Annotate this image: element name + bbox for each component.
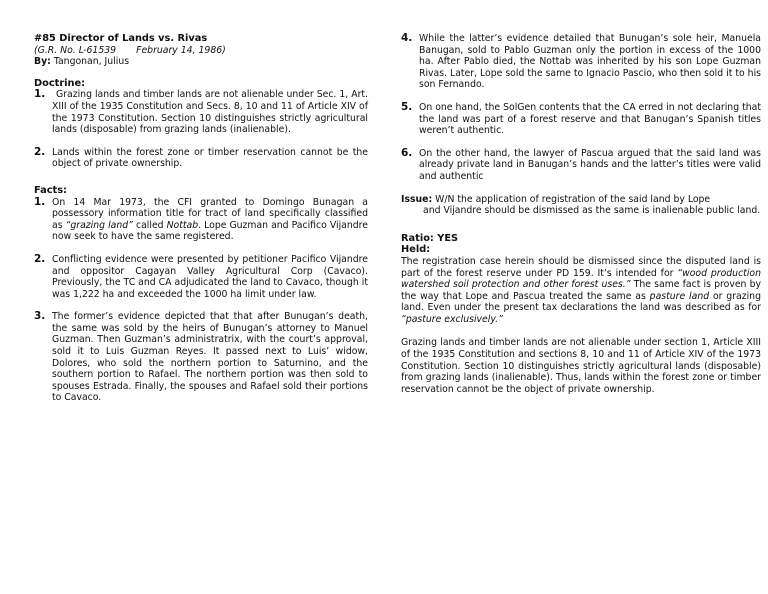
issue-line	[401, 194, 761, 206]
fact-text-3: The former’s evidence depicted that that after Bunugan’s death, the same was sold by the heirs of Bunugan’s attorney to Manuel Guzman. Then Guzman’s administratrix, with the court’s approval, sold it to Luis Guzman Reyes. It passed next to Luis’ widow, Dolores, who sold the northern portion to Saturnino, and the southern portion to Rafael. The northern portion was then sold to spouses Estrada. Finally, the spouses and Rafael sold their portions to Cavaco.	[52, 311, 368, 404]
author-label: By:	[34, 56, 51, 68]
case-title: #85 Director of Lands vs. Rivas	[34, 33, 208, 44]
fact-item-3	[34, 311, 368, 404]
fact-text-6: On the other hand, the lawyer of Pascua argued that the said land was already private land in Banugan’s hands and the latter’s titles were valid and authentic	[419, 147, 761, 182]
doctrine-text-2: Lands within the forest zone or timber reservation cannot be the object of private ownership.	[52, 146, 368, 170]
list-number: 4.	[401, 32, 413, 44]
case-citation	[34, 45, 368, 57]
fact-item-4	[401, 33, 761, 91]
doctrine-text-1: Grazing lands and timber lands are not alienable under Sec. 1, Art. XIII of the 1935 Constitution and Secs. 8, 10 and 11 of Article XIV of the 1973 Constitution. Section 10 distinguishes strictly agricultural lands (disposable) from grazing lands (inalienable).	[52, 89, 368, 136]
held-paragraph-2: Grazing lands and timber lands are not alienable under section 1, Article XIII of the 1935 Constitution and sections 8, 10 and 11 of Article XIV of the 1973 Constitution. Section 10 distinguishes strictly agricultural lands (disposable) from grazing lands (inalienable). Thus, lands within the forest zone or timber reservation cannot be the object of private ownership.	[401, 337, 761, 395]
right-column	[401, 33, 761, 395]
fact-text-part: called	[132, 219, 167, 231]
doctrine-item-1	[34, 89, 368, 135]
grazing-land-term: “grazing land”	[65, 219, 133, 231]
pasture-exclusively-quote: “pasture exclusively.”	[401, 313, 503, 325]
fact-text-part: . Lope Guzman and Pacifico Vijandre now seek to have the same registered.	[52, 219, 368, 243]
issue-text: W/N the application of registration of the said land by Lope	[432, 193, 711, 205]
list-number: 2.	[34, 252, 46, 265]
held-text-part: The registration case herein should be dismissed since the disputed land is part of the forest reserve under PD 159. It’s intended for	[401, 255, 761, 279]
pasture-land-term: pasture land	[649, 290, 710, 302]
gr-number: (G.R. No. L-61539	[34, 44, 117, 56]
fact-text-5: On one hand, the SolGen contents that the CA erred in not declaring that the land was part of a forest reserve and that Banugan’s Spanish titles weren’t authentic.	[419, 101, 761, 137]
fact-item-5	[401, 102, 761, 137]
fact-text-part: On 14 Mar 1973, the CFI granted to Domingo Bunagan a possessory information title for tract of land specifically classified as	[52, 196, 368, 231]
decision-date: February 14, 1986)	[136, 44, 226, 56]
fact-text-2: Conflicting evidence were presented by petitioner Pacifico Vijandre and oppositor Cagayan Valley Agricultural Corp (Cavaco). Previously, the TC and CA adjudicated the land to Cavaco, though it was 1,222 ha and exceeded the 1000 ha limit under law.	[52, 253, 368, 300]
ratio-heading: Ratio: YES	[401, 232, 459, 244]
fact-item-6	[401, 148, 761, 183]
list-number: 1.	[34, 88, 46, 101]
list-number: 1.	[34, 195, 46, 208]
held-text-part: The same fact is proven by the way that Lope and Pascua treated the same as	[401, 279, 762, 302]
held-heading: Held:	[401, 244, 431, 256]
nottab-term: Nottab	[166, 219, 199, 231]
list-number: 5.	[401, 100, 413, 113]
held-paragraph-1	[401, 256, 761, 326]
fact-item-2	[34, 254, 368, 300]
left-column	[34, 33, 368, 404]
fact-text-1	[52, 197, 368, 243]
issue-continuation: and Vijandre should be dismissed as the same is inalienable public land.	[423, 205, 761, 217]
list-number: 3.	[34, 310, 46, 323]
author-line	[34, 56, 368, 68]
author-name: Tangonan, Julius	[53, 56, 130, 68]
fact-text-4: While the latter’s evidence detailed that Bunugan’s sole heir, Manuela Banugan, sold to Pablo Guzman only the portion in excess of the 1000 ha. After Pablo died, the Nottab was inherited by his son Lope Guzman Rivas. Later, Lope sold the same to Ignacio Pascio, who then sold it to his son Fernando.	[419, 33, 761, 91]
facts-heading: Facts:	[34, 184, 67, 196]
fact-item-1	[34, 197, 368, 243]
issue-label: Issue:	[401, 193, 433, 205]
list-number: 6.	[401, 146, 413, 159]
list-number: 2.	[34, 145, 46, 158]
doctrine-item-2	[34, 147, 368, 170]
forest-use-quote: “wood production watershed soil protection and other forest uses.”	[401, 267, 761, 291]
held-text-part: or grazing land. Even under the present tax declarations the land was described as for	[401, 290, 761, 314]
doctrine-heading: Doctrine:	[34, 77, 86, 89]
